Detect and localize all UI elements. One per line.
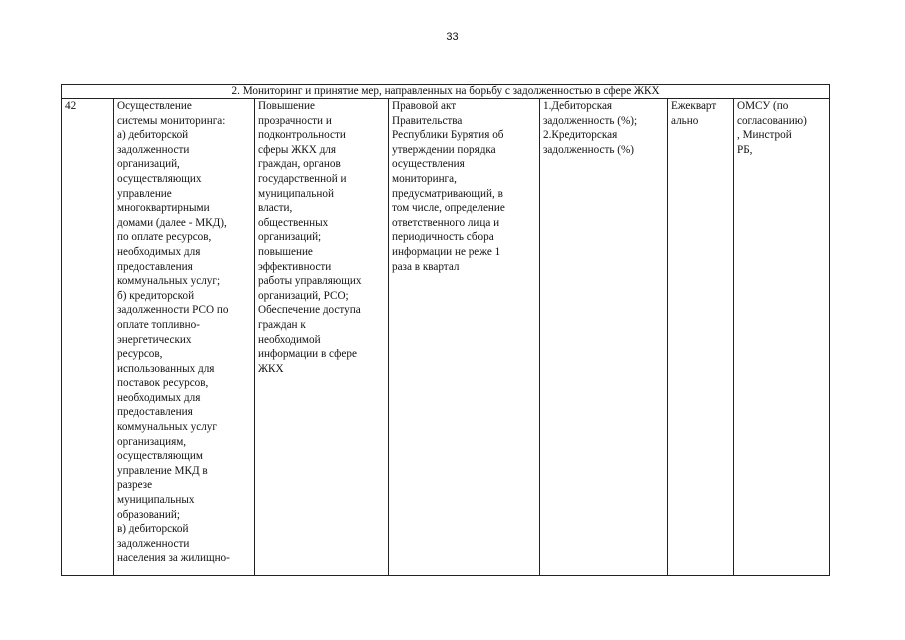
activity-cell: Осуществление системы мониторинга: а) дебиторской задолженности организаций, осуществляющих управление многоквартирными домами (далее - МКД), по оплате ресурсов, необходимых для предоставления коммунальных услуг; б) кредиторской задолженности РСО по оплате топливно- энергетических ресурсов, использованных для поставок ресурсов, необходимых для предоставления коммунальных услуг организациям, осуществляющим управление МКД в разрезе муниципальных образований; в) дебиторской задолженности населения за жилищно- <box>114 99 255 576</box>
table-row <box>62 99 830 576</box>
section-title: 2. Мониторинг и принятие мер, направленных на борьбу с задолженностью в сфере ЖКХ <box>62 85 830 99</box>
document-cell: Правовой акт Правительства Республики Бурятия об утверждении порядка осуществления мониторинга, предусматривающий, в том числе, определение ответственного лица и периодичность сбора информации не реже 1 раза в квартал <box>389 99 540 576</box>
executor-cell: ОМСУ (по согласованию) , Минстрой РБ, <box>734 99 830 576</box>
period-cell: Ежекварт ально <box>668 99 734 576</box>
page-number: 33 <box>446 31 459 43</box>
section-header-row <box>62 85 830 99</box>
goal-cell: Повышение прозрачности и подконтрольности сферы ЖКХ для граждан, органов государственной и муниципальной власти, общественных организаций; повышение эффективности работы управляющих организаций, РСО; Обеспечение доступа граждан к необходимой информации в сфере ЖКХ <box>255 99 389 576</box>
indicator-cell: 1.Дебиторская задолженность (%); 2.Кредиторская задолженность (%) <box>540 99 668 576</box>
row-number-cell: 42 <box>62 99 114 576</box>
measures-table <box>61 84 830 576</box>
